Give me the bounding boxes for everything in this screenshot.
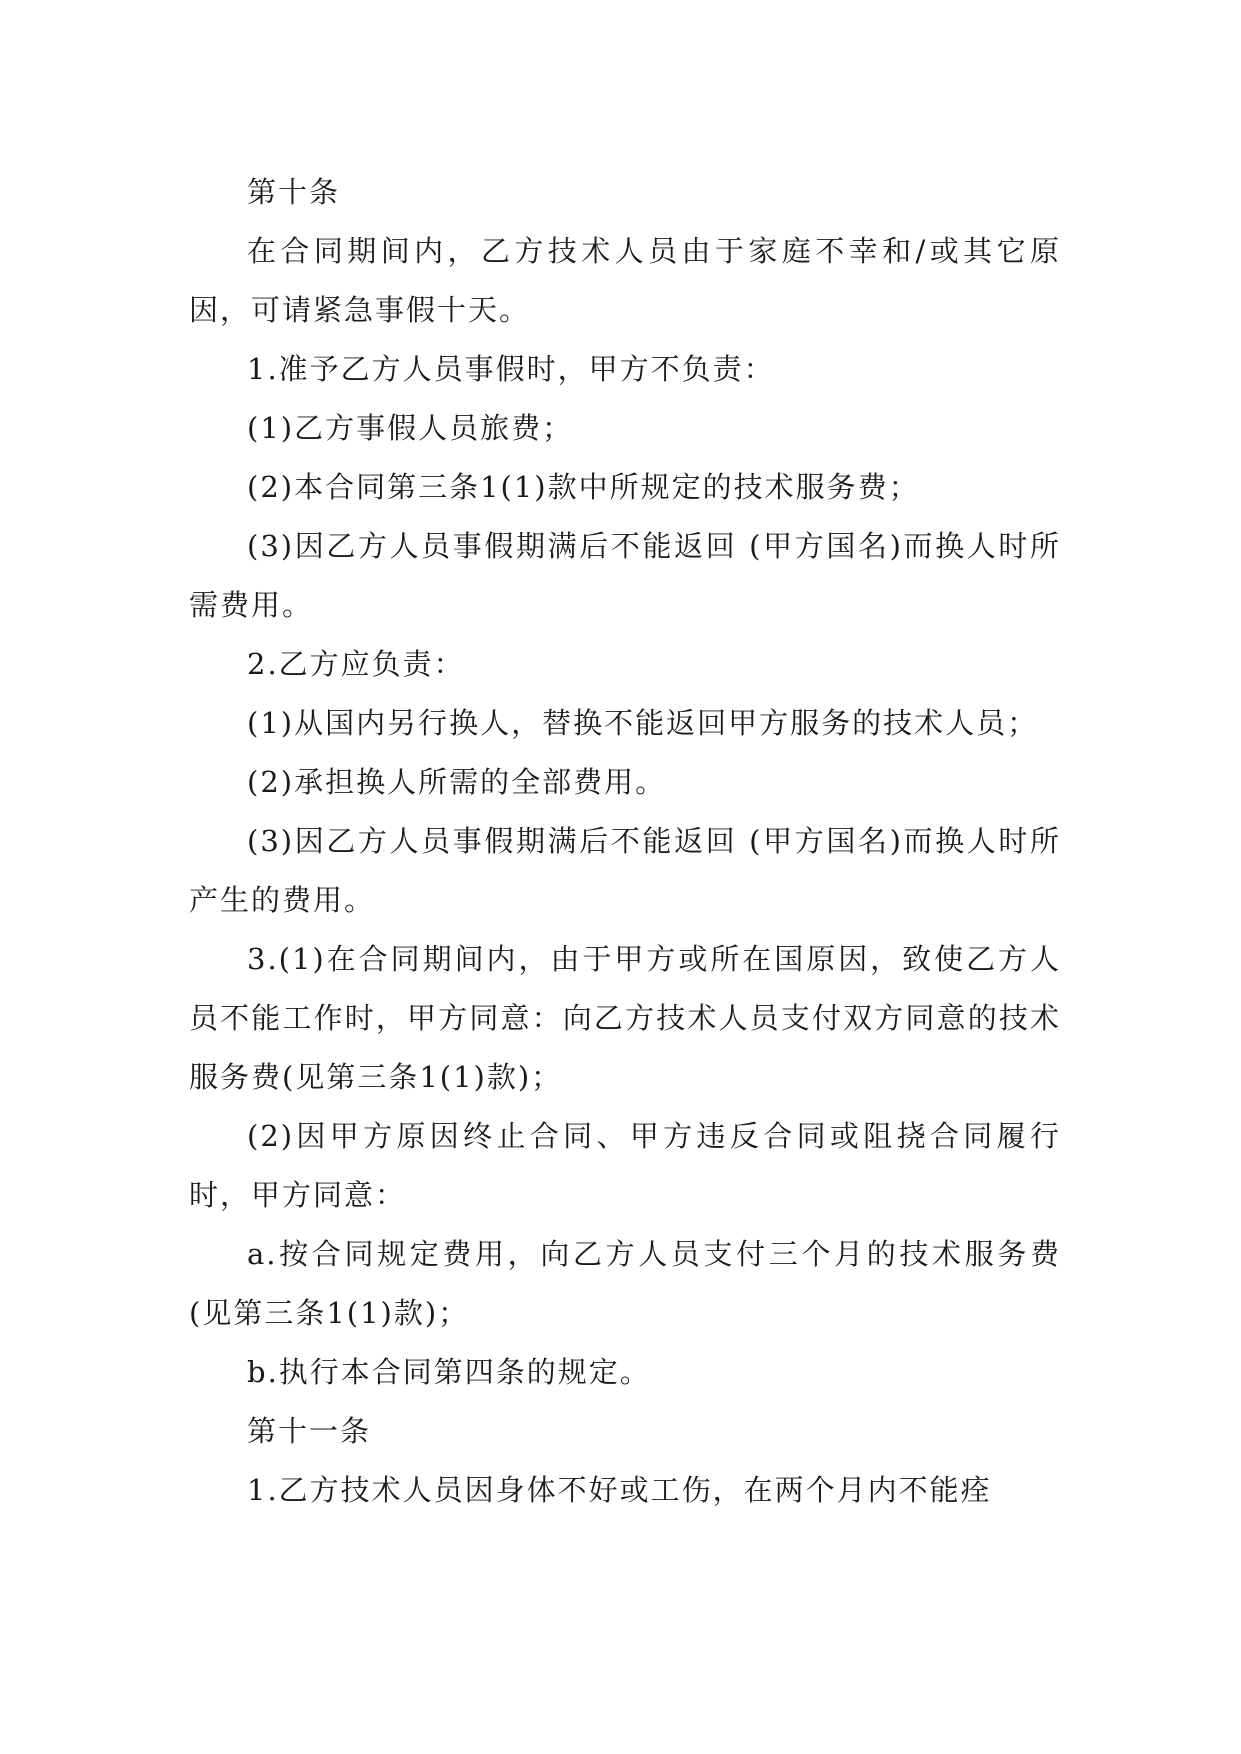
document-body [189,163,1061,1520]
clause-3-item-2: (2)因甲方原因终止合同、甲方违反合同或阻挠合同履行时，甲方同意： [189,1119,1061,1212]
clause-1-item-1: (1)乙方事假人员旅费； [247,411,574,445]
clause-1-item-3: (3)因乙方人员事假期满后不能返回 (甲方国名)而换人时所需费用。 [189,529,1061,622]
clause-2-heading: 2.乙方应负责： [247,647,465,681]
clause-3-item-2-b: b.执行本合同第四条的规定。 [247,1355,651,1389]
clause-2-item-2: (2)承担换人所需的全部费用。 [247,765,667,799]
clause-2-item-3: (3)因乙方人员事假期满后不能返回 (甲方国名)而换人时所产生的费用。 [189,824,1061,917]
clause-1-heading: 1.准予乙方人员事假时，甲方不负责： [247,352,775,386]
clause-2-item-1: (1)从国内另行换人，替换不能返回甲方服务的技术人员； [247,706,1039,740]
article-10-heading: 第十条 [247,175,341,209]
clause-3-item-2-a: a.按合同规定费用，向乙方人员支付三个月的技术服务费(见第三条1(1)款)； [189,1237,1061,1330]
article-11-heading: 第十一条 [247,1414,372,1448]
clause-3-item-1: 3.(1)在合同期间内，由于甲方或所在国原因，致使乙方人员不能工作时，甲方同意：向乙方技术人员支付双方同意的技术服务费(见第三条1(1)款)； [189,942,1061,1094]
paragraph-emergency-leave: 在合同期间内，乙方技术人员由于家庭不幸和/或其它原因，可请紧急事假十天。 [189,234,1061,327]
article-11-clause-1: 1.乙方技术人员因身体不好或工伤，在两个月内不能痊 [247,1473,992,1507]
clause-1-item-2: (2)本合同第三条1(1)款中所规定的技术服务费； [247,470,920,504]
